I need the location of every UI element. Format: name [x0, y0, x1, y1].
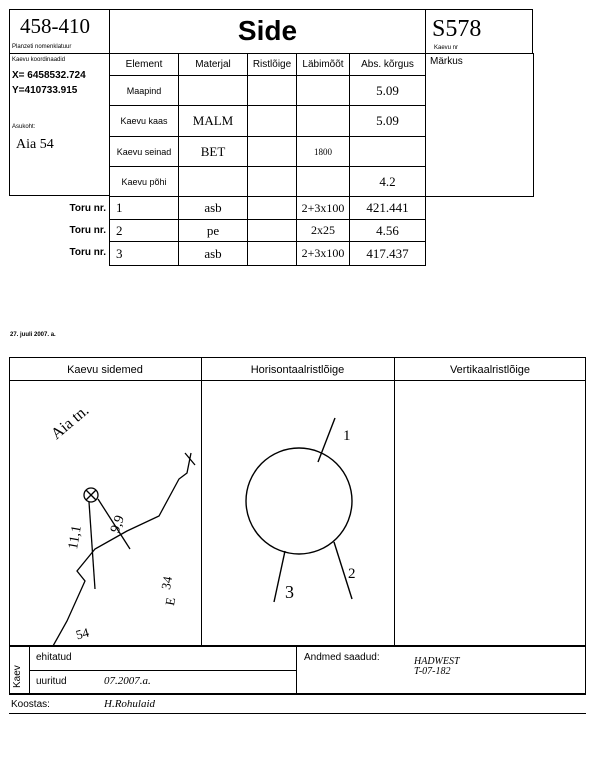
sketch-distance: 11,1	[66, 524, 85, 551]
pipe-label: Toru nr.	[69, 203, 106, 214]
pipe-material: pe	[179, 220, 248, 242]
pipe-label: Toru nr.	[69, 225, 106, 236]
author-label: Koostas:	[11, 699, 50, 710]
col-diameter: Läbimõõt	[297, 54, 350, 76]
footer-divider	[29, 670, 296, 671]
data-source-ref: T-07-182	[414, 666, 451, 677]
data-source-value: HADWEST	[414, 656, 460, 667]
row-abs: 4.2	[350, 167, 426, 197]
location-value: Aia 54	[16, 137, 54, 152]
connection-sketch	[9, 381, 201, 646]
sketch-street: Aia tn.	[48, 402, 93, 444]
pipe-number-2: 2	[348, 566, 356, 582]
row-diameter	[297, 76, 350, 106]
footer-rule	[9, 713, 586, 714]
sketch-house: 54	[74, 624, 91, 643]
pipe-diameter: 2+3x100	[297, 242, 350, 266]
y-coordinate: Y=410733.915	[12, 85, 78, 96]
pipe-no: 2	[110, 220, 179, 242]
built-label: ehitatud	[36, 652, 72, 663]
sketch-distance: 9,9	[108, 513, 129, 536]
date-note: 27. juuli 2007. a.	[10, 332, 56, 338]
row-section	[248, 137, 297, 167]
row-material: BET	[179, 137, 248, 167]
well-number: S578	[432, 16, 482, 42]
row-abs	[350, 137, 426, 167]
pipe-section	[248, 242, 297, 266]
pipe-no: 1	[110, 197, 179, 220]
col-material: Materjal	[179, 54, 248, 76]
row-diameter	[297, 167, 350, 197]
pipe-abs: 417.437	[350, 242, 426, 266]
coords-label: Kaevu koordinaadid	[12, 57, 66, 63]
row-material	[179, 167, 248, 197]
page-title: Side	[237, 15, 298, 46]
footer-divider	[9, 694, 586, 695]
info-column	[9, 53, 110, 196]
pipe-diameter: 2x25	[297, 220, 350, 242]
panel-title-connections: Kaevu sidemed	[67, 364, 143, 376]
pipe-number-1: 1	[343, 428, 351, 444]
pipe-section	[248, 220, 297, 242]
row-abs: 5.09	[350, 76, 426, 106]
col-abs-height: Abs. kõrgus	[350, 54, 426, 76]
footer-divider	[296, 646, 297, 694]
row-section	[248, 106, 297, 137]
side-label: Kaev	[12, 665, 23, 688]
well-number-label: Kaevu nr	[434, 45, 459, 51]
panel-divider	[394, 357, 395, 646]
title-box	[109, 9, 426, 54]
row-element: Maapind	[110, 76, 179, 106]
row-diameter	[297, 106, 350, 137]
well-table	[109, 53, 534, 266]
location-label: Asukoht:	[12, 124, 36, 130]
row-diameter: 1800	[297, 137, 350, 167]
pipe-number-3: 3	[285, 582, 294, 602]
horizontal-section-sketch	[202, 381, 394, 646]
surveyed-label: uuritud	[36, 676, 67, 687]
pipe-no: 3	[110, 242, 179, 266]
col-element: Element	[110, 54, 179, 76]
author-value: H.Rohulaid	[104, 698, 156, 710]
row-section	[248, 76, 297, 106]
nomenclature-label: Planzeti nomenklatuur	[12, 44, 72, 50]
nomenclature-box	[9, 9, 110, 54]
row-element: Kaevu põhi	[110, 167, 179, 197]
pipe-abs: 4.56	[350, 220, 426, 242]
pipe-label: Toru nr.	[69, 247, 106, 258]
surveyed-value: 07.2007.a.	[104, 675, 151, 687]
row-element: Kaevu seinad	[110, 137, 179, 167]
sketch-house-letter: E	[162, 596, 179, 607]
row-material: MALM	[179, 106, 248, 137]
row-section	[248, 167, 297, 197]
pipe-diameter: 2+3x100	[297, 197, 350, 220]
panel-title-vertical: Vertikaalristlõige	[449, 364, 531, 376]
col-section: Ristlõige	[248, 54, 297, 76]
pipe-material: asb	[179, 197, 248, 220]
sketch-house: 34	[158, 575, 176, 591]
row-abs: 5.09	[350, 106, 426, 137]
pipe-abs: 421.441	[350, 197, 426, 220]
x-coordinate: X= 6458532.724	[12, 70, 86, 81]
nomenclature-number: 458-410	[20, 14, 90, 38]
data-source-label: Andmed saadud:	[304, 652, 380, 663]
col-remarks: Märkus	[426, 54, 534, 197]
panel-title-horizontal: Horisontaalristlõige	[250, 364, 345, 376]
row-material	[179, 76, 248, 106]
row-element: Kaevu kaas	[110, 106, 179, 137]
pipe-material: asb	[179, 242, 248, 266]
pipe-section	[248, 197, 297, 220]
well-number-box	[425, 9, 533, 54]
